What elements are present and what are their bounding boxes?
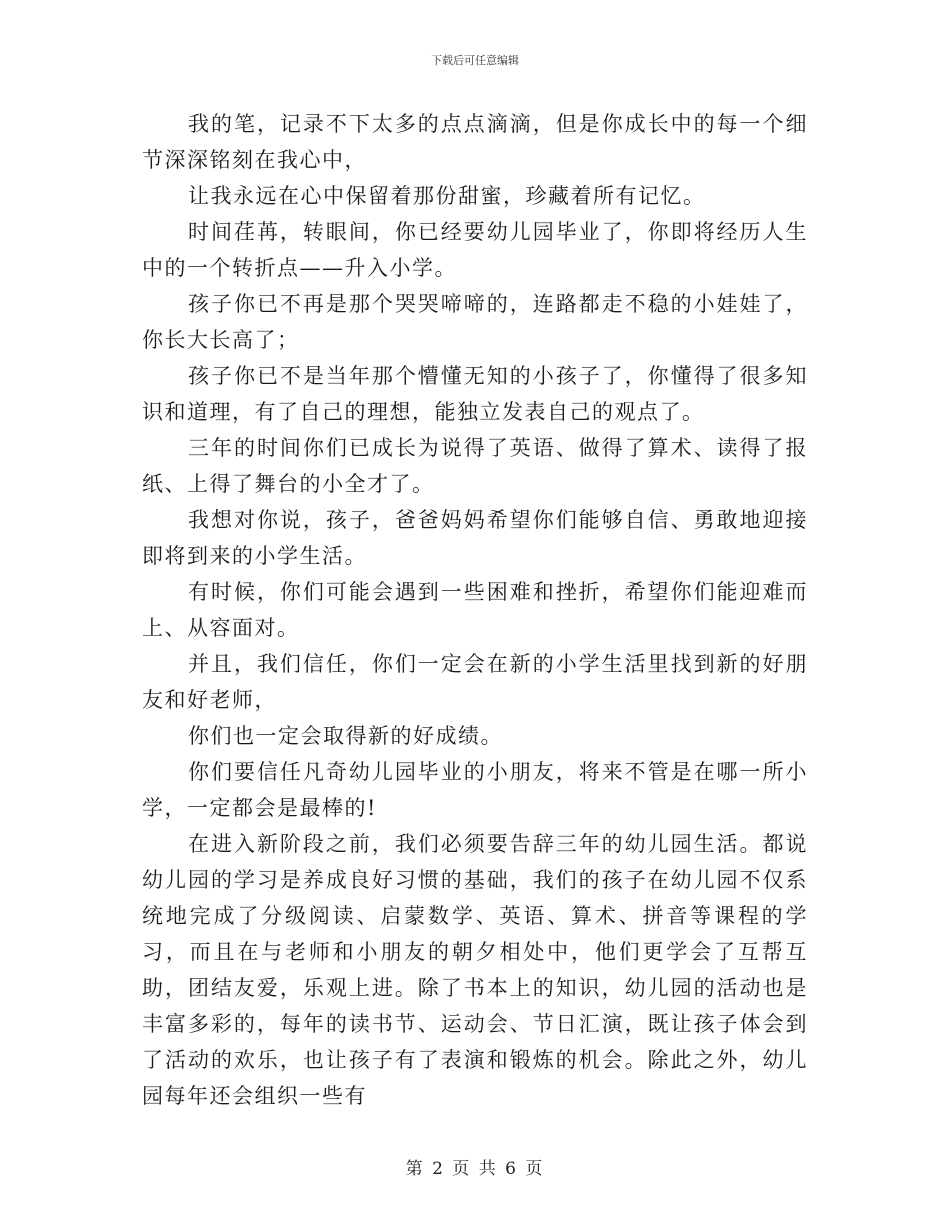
paragraph: 我的笔，记录不下太多的点点滴滴，但是你成长中的每一个细节深深铭刻在我心中， bbox=[142, 112, 808, 172]
paragraph: 在进入新阶段之前，我们必须要告辞三年的幼儿园生活。都说幼儿园的学习是养成良好习惯的基础，我们的孩子在幼儿园不仅系统地完成了分级阅读、启蒙数学、英语、算术、拼音等课程的学习，而且在与老师和小朋友的朝夕相处中，他们更学会了互帮互助，团结友爱，乐观上进。除了书本上的知识，幼儿园的活动也是丰富多彩的，每年的读书节、运动会、节日汇演，既让孩子体会到了活动的欢乐，也让孩子有了表演和锻炼的机会。除此之外，幼儿园每年还会组织一些有 bbox=[142, 832, 808, 1108]
paragraph: 有时候，你们可能会遇到一些困难和挫折，希望你们能迎难而上、从容面对。 bbox=[142, 580, 808, 640]
page-number-footer: 第 2 页 共 6 页 bbox=[405, 1159, 545, 1179]
paragraph: 孩子你已不是当年那个懵懂无知的小孩子了，你懂得了很多知识和道理，有了自己的理想，能独立发表自己的观点了。 bbox=[142, 364, 808, 424]
paragraph: 时间荏苒，转眼间，你已经要幼儿园毕业了，你即将经历人生中的一个转折点——升入小学。 bbox=[142, 220, 808, 280]
paragraph: 孩子你已不再是那个哭哭啼啼的，连路都走不稳的小娃娃了，你长大长高了； bbox=[142, 292, 808, 352]
paragraph: 我想对你说，孩子，爸爸妈妈希望你们能够自信、勇敢地迎接即将到来的小学生活。 bbox=[142, 508, 808, 568]
paragraph: 你们也一定会取得新的好成绩。 bbox=[188, 724, 503, 748]
paragraph: 你们要信任凡奇幼儿园毕业的小朋友，将来不管是在哪一所小学，一定都会是最棒的! bbox=[142, 760, 808, 820]
paragraph: 并且，我们信任，你们一定会在新的小学生活里找到新的好朋友和好老师， bbox=[142, 652, 808, 712]
document-body bbox=[142, 106, 808, 1114]
paragraph: 三年的时间你们已成长为说得了英语、做得了算术、读得了报纸、上得了舞台的小全才了。 bbox=[142, 436, 808, 496]
paragraph: 让我永远在心中保留着那份甜蜜，珍藏着所有记忆。 bbox=[188, 184, 706, 208]
page-header: 下载后可任意编辑 bbox=[431, 54, 519, 67]
